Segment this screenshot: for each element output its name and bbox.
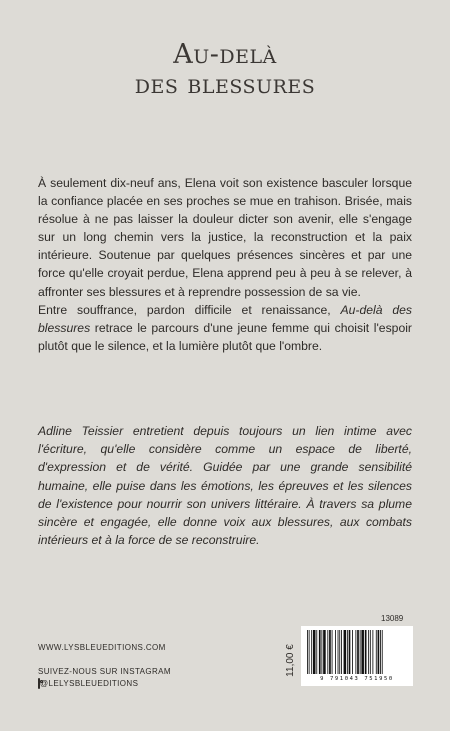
barcode-bar [382, 630, 383, 674]
barcode-bar [378, 630, 380, 674]
barcode-bar [357, 630, 359, 674]
barcode-bar [347, 630, 348, 674]
instagram-icon [38, 678, 40, 689]
barcode-bar [372, 630, 373, 674]
price-label [283, 635, 297, 685]
product-code: 13089 [381, 614, 404, 623]
instagram-handle-row[interactable] [38, 679, 171, 688]
barcode-bar [321, 630, 322, 674]
author-bio [38, 422, 412, 549]
barcode-bar [380, 630, 381, 674]
barcode-bar [360, 630, 361, 674]
barcode-bar [327, 630, 328, 674]
author-bio-text: Adline Teissier entretient depuis toujours un lien intime avec l'écriture, qu'elle considère comme un espace de liberté, d'expression et de vérité. Guidée par une grande sensibilité humaine, elle puise dans les émotions, les épreuves et les silences de l'existence pour nourrir son univers littéraire. À travers sa plume sincère et engagée, elle donne voix aux blessures, aux combats intérieurs et à la force de se reconstruire. [38, 424, 412, 548]
barcode-bar [361, 630, 364, 674]
barcode-bar [365, 630, 367, 674]
barcode-bar [323, 630, 326, 674]
barcode-bar [344, 630, 347, 674]
price-text: 11,00 € [284, 643, 296, 677]
barcode-bar [376, 630, 377, 674]
publisher-footer [38, 643, 171, 688]
instagram-handle: @LELYSBLEUEDITIONS [40, 679, 139, 688]
barcode-bar [352, 630, 353, 674]
barcode-bar [319, 630, 321, 674]
book-blurb [38, 174, 412, 355]
barcode-bar [332, 630, 333, 674]
barcode-bar [355, 630, 356, 674]
barcode-bar [349, 630, 351, 674]
isbn-digits: 9 791043 751950 [320, 676, 394, 682]
barcode-bar [335, 630, 336, 674]
barcode-bar [311, 630, 312, 674]
barcode-bars [301, 626, 413, 676]
blurb-paragraph-2-end: retrace le parcours d'une jeune femme qui choisit l'espoir plutôt que le silence, et la lumière plutôt que l'ombre. [38, 320, 412, 353]
barcode-bar [329, 630, 331, 674]
barcode-bar [341, 630, 342, 674]
blurb-italic-title: Au-delà des blessures [38, 302, 412, 335]
book-title-line-1: Au-delà [173, 39, 277, 70]
book-title [0, 40, 450, 100]
barcode-bar [339, 630, 340, 674]
barcode-bar [307, 630, 308, 674]
blurb-paragraph-1: À seulement dix-neuf ans, Elena voit son existence basculer lorsque la confiance placée en ses proches se mue en trahison. Brisée, mais résolue à ne pas laisser la douleur dicter son avenir, elle s'engage sur un long chemin vers la justice, la reconstruction et la paix intérieure. Soutenue par quelques présences sincères et par une force qu'elle croyait perdue, Elena apprend peu à peu à se relever, à affronter ses blessures et à reprendre possession de sa vie. [38, 176, 412, 299]
barcode-bar [309, 630, 310, 674]
barcode-bar [313, 630, 316, 674]
barcode-bar [316, 630, 317, 674]
barcode-bar [368, 630, 369, 674]
barcode-bar [338, 630, 339, 674]
publisher-website-link[interactable]: WWW.LYSBLEUEDITIONS.COM [38, 643, 166, 652]
barcode-bar [370, 630, 371, 674]
blurb-paragraph-2 [38, 301, 412, 355]
book-title-line-2: des blessures [134, 69, 316, 100]
instagram-follow-label: SUIVEZ-NOUS SUR INSTAGRAM [38, 667, 171, 676]
blurb-paragraph-2-start: Entre souffrance, pardon difficile et renaissance, [38, 302, 341, 317]
isbn-barcode [301, 626, 413, 686]
